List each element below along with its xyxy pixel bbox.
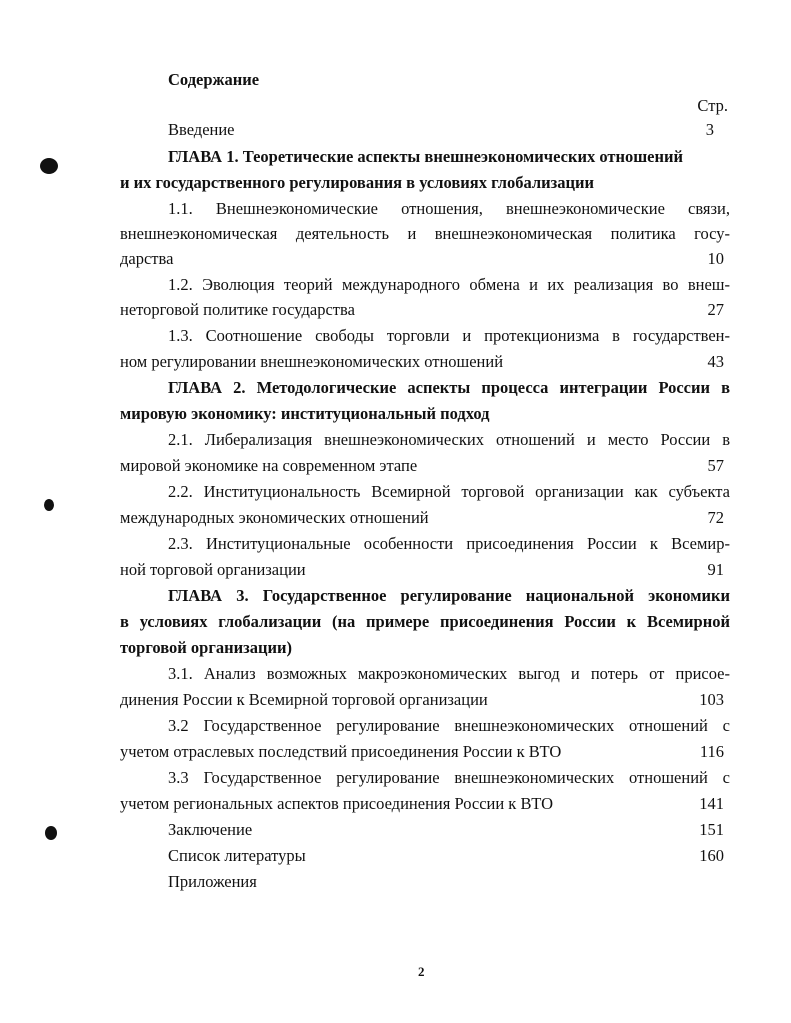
toc-section-3-1-cont: динения России к Всемирной торговой организации [120,690,488,709]
scan-blot [40,158,58,174]
page-column-header: Стр. [697,96,728,115]
toc-section-1-3-cont: ном регулировании внешнеэкономических отношений [120,352,504,371]
toc-section-1-1-cont: дарства [120,249,174,268]
toc-entry-appendices: Приложения [168,872,257,891]
toc-section-1-2: 1.2. Эволюция теорий международного обмена и их реализация во внеш- [168,275,730,294]
toc-page-number: 10 [707,249,724,268]
toc-section-2-1: 2.1. Либерализация внешнеэкономических отношений и место России в [168,430,730,449]
toc-page-number: 160 [699,846,724,865]
toc-page-number: 116 [699,742,724,761]
toc-page-number: 72 [707,508,724,527]
toc-section-3-3-cont: учетом региональных аспектов присоединения России к ВТО [120,794,554,813]
toc-section-2-1-cont: мировой экономике на современном этапе [120,456,418,475]
toc-section-2-2-cont: международных экономических отношений [120,508,429,527]
toc-page-number: 3 [705,120,714,139]
toc-section-1-3: 1.3. Соотношение свободы торговли и протекционизма в государствен- [168,326,730,345]
toc-section-1-1-cont: внешнеэкономическая деятельность и внешнеэкономическая политика госу- [120,224,730,243]
toc-section-2-3: 2.3. Институциональные особенности присоединения России к Всемир- [168,534,730,553]
toc-entry-references: Список литературы [168,846,306,865]
toc-page-number: 43 [707,352,724,371]
toc-page-number: 91 [707,560,724,579]
toc-chapter-2-heading: ГЛАВА 2. Методологические аспекты процесса интеграции России в [168,378,730,397]
scan-blot [45,826,57,840]
toc-entry-conclusion: Заключение [168,820,253,839]
toc-chapter-2-heading-cont: мировую экономику: институциональный подход [120,404,490,423]
footer-page-number: 2 [418,964,425,979]
toc-chapter-3-heading-cont: в условиях глобализации (на примере присоединения России к Всемирной [120,612,730,631]
toc-section-2-2: 2.2. Институциональность Всемирной торговой организации как субъекта [168,482,730,501]
toc-section-3-2: 3.2 Государственное регулирование внешнеэкономических отношений с [168,716,730,735]
toc-page-number: 151 [699,820,724,839]
toc-section-2-3-cont: ной торговой организации [120,560,306,579]
toc-section-3-3: 3.3 Государственное регулирование внешнеэкономических отношений с [168,768,730,787]
toc-section-3-2-cont: учетом отраслевых последствий присоединения России к ВТО [120,742,562,761]
toc-chapter-3-heading-cont: торговой организации) [120,638,292,657]
toc-title: Содержание [168,70,260,89]
toc-chapter-1-heading-cont: и их государственного регулирования в условиях глобализации [120,173,595,192]
toc-section-1-1: 1.1. Внешнеэкономические отношения, внешнеэкономические связи, [168,199,730,218]
toc-entry-intro: Введение [168,120,235,139]
toc-page-number: 103 [699,690,724,709]
toc-page-number: 141 [699,794,724,813]
toc-chapter-1-heading: ГЛАВА 1. Теоретические аспекты внешнеэкономических отношений [168,147,683,166]
toc-page-number: 27 [707,300,724,319]
toc-section-1-2-cont: неторговой политике государства [120,300,355,319]
toc-page-number: 57 [707,456,724,475]
toc-section-3-1: 3.1. Анализ возможных макроэкономических выгод и потерь от присое- [168,664,730,683]
toc-chapter-3-heading: ГЛАВА 3. Государственное регулирование национальной экономики [168,586,730,605]
scan-blot [44,499,54,511]
